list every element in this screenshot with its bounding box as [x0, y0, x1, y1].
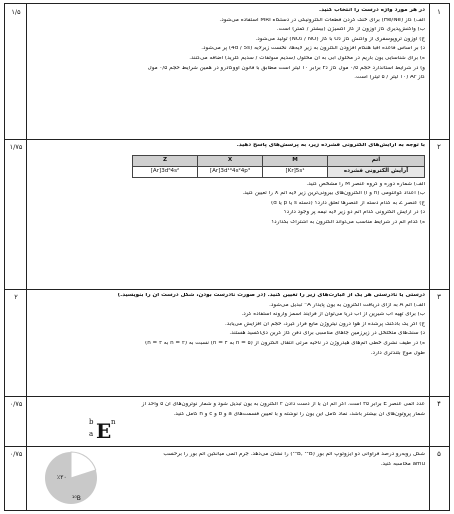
- table-header: X: [198, 155, 263, 166]
- question-item: د) در آرایش الکترونی کدام اتم دو زیر لایه نیمه پر وجود دارد؟: [283, 210, 425, 216]
- question-score: ۰/۷۵: [9, 400, 23, 408]
- score-column: [5, 4, 27, 510]
- question-item: ج) اگر یک بادکنک پرشده از هوا درون نیتروژن مایع قرار گیرد، حجم آن افزایش می‌یابد.: [224, 321, 425, 327]
- symbol-a: a: [89, 430, 94, 438]
- question-title: در هر مورد واژه درست را انتخاب کنید.: [319, 8, 425, 13]
- question-item: ه) برای شناسایی یون باریم در محلول آبی به آن محلول (سدیم سولفات / سدیم کلرید) اضافه می‌کنند.: [189, 55, 425, 61]
- question-score: ۰/۷۵: [9, 450, 23, 458]
- row-divider: [5, 139, 449, 140]
- question-item: و) در شرایط استاندارد حجم ۰/۵ مول گاز F₂ برابر ۱۰ لیتر است مطابق با قانون آووگادرو در همین شرایط حجم ۰/۵ مول: [147, 65, 425, 71]
- table-header: اتم: [328, 155, 425, 166]
- question-item: amu محاسبه کنید.: [380, 461, 425, 467]
- pie-label-isotope: ¹⁰B: [72, 495, 81, 502]
- table-header: M: [263, 155, 328, 166]
- question-item: ب) واکنش‌پذیری گاز اوزون از گاز اکسیژن (بیشتر / کمتر) است.: [276, 27, 425, 33]
- row-divider: [5, 289, 449, 290]
- question-item: د) سنگ‌های متخلخل در زیرزمین جاهای مناسبی برای دفن گاز کربن دی‌اکسید هستند.: [229, 331, 425, 337]
- question-item: د) بر اساس قاعده آفبا هنگام افزودن الکترون به زیر لایه‌ها، نخست زیرلایه (4d / 5s) پر می‌شود.: [201, 46, 425, 52]
- table-cell: [Ar]3d⁶4s²: [133, 166, 198, 177]
- question-score: ۲: [14, 293, 18, 301]
- table-cell: [Kr]5s¹: [263, 166, 328, 177]
- question-item: طول موج بلندتری دارد.: [370, 350, 425, 356]
- question-item: ب) برای تهیه آب شیرین از آب دریا می‌توان از فرایند اسمز وارونه استفاده کرد.: [241, 312, 425, 318]
- row-divider: [5, 396, 449, 397]
- question-item: الف) اتم A به ازای دریافت الکترون به یون پایدار A⁻ تبدیل می‌شود.: [269, 302, 425, 308]
- question-item: ه) در طیف نشری خطی اتم‌های هیدروژن در ناحیه مرئی انتقال الکترون از (n = ۵ به n = ۲) نسبت به (n = ۳ به n = ۲): [145, 340, 425, 346]
- ion-symbol: [89, 418, 129, 444]
- question-item: گاز Ar (۱۰ لیتر / ۵ لیتر) است.: [354, 75, 425, 81]
- pie-label-percent: ٪۲۰: [57, 474, 67, 481]
- isotope-pie-chart: [41, 448, 101, 508]
- table-header: Z: [133, 155, 198, 166]
- question-item: الف) شماره دوره و گروه عنصر M را مشخص کنید.: [306, 181, 425, 187]
- question-number: ۲: [437, 143, 441, 151]
- exam-sheet: [4, 3, 450, 511]
- question-item: ج) عنصر Z به کدام دسته از عنصرها تعلق دارد؟ (دسته s یا p یا d): [271, 200, 425, 206]
- question-item: عدد اتمی عنصر E برابر ۲۵ است. اگر اتم آن با از دست دادن ۳ الکترون به یون تبدیل شود و شمار نوترون‌های آن ۵ واحد از: [141, 402, 425, 407]
- question-3: [31, 293, 425, 360]
- symbol-b: b: [89, 418, 94, 426]
- question-score: ۱/۵: [11, 8, 21, 16]
- question-1: [31, 8, 425, 85]
- symbol-n: n: [111, 418, 116, 426]
- question-2: [31, 143, 425, 230]
- question-number: ۱: [437, 8, 441, 16]
- question-item: الف) گاز (He/Ne) برای خنک کردن قطعات الکترونیکی در دستگاه MRI استفاده می‌شود.: [219, 17, 425, 23]
- symbol-E: E: [96, 419, 112, 443]
- table-row-label: آرایش الکترونی فشرده: [328, 166, 425, 177]
- question-item: ج) اوزون تروپوسفری از واکنش گاز O₂ با گاز (NO₂ / NO) تولید می‌شود.: [255, 36, 425, 42]
- question-item: ب) اعداد کوانتومی (n و l) الکترون‌های بیرونی‌ترین زیر لایه اتم X را تعیین کنید.: [242, 191, 425, 197]
- question-title: با توجه به آرایش‌های الکترونی فشرده زیر، به پرسش‌های پاسخ دهید.: [236, 143, 425, 148]
- question-number: ۵: [437, 450, 441, 458]
- table-cell: [Ar]3d¹⁰4s²4p³: [198, 166, 263, 177]
- question-title: درستی یا نادرستی هر یک از عبارت‌های زیر را تعیین کنید. (در صورت نادرست بودن، شکل درست آن را بنویسید.): [117, 293, 425, 298]
- question-item: شکل روبه‌رو درصد فراوانی دو ایزوتوپ اتم بور (¹⁰B, ¹¹B) را نشان می‌دهد. جرم اتمی میانگین اتم بور را برحسب: [163, 452, 425, 457]
- question-item: شمار پروتون‌های آن بیشتر باشد، نماد کامل این یون را نوشته و با تعیین قسمت‌های a و b و c و n کامل کنید.: [173, 411, 425, 417]
- question-score: ۱/۷۵: [9, 143, 23, 151]
- question-number: ۳: [437, 293, 441, 301]
- question-number-column: [429, 4, 449, 510]
- row-divider: [5, 446, 449, 447]
- electron-config-table: [132, 155, 425, 178]
- question-number: ۴: [437, 400, 441, 408]
- question-item: ه) کدام اتم در شرایط مناسب می‌تواند الکترون به اشتراک بگذارد؟: [271, 219, 425, 225]
